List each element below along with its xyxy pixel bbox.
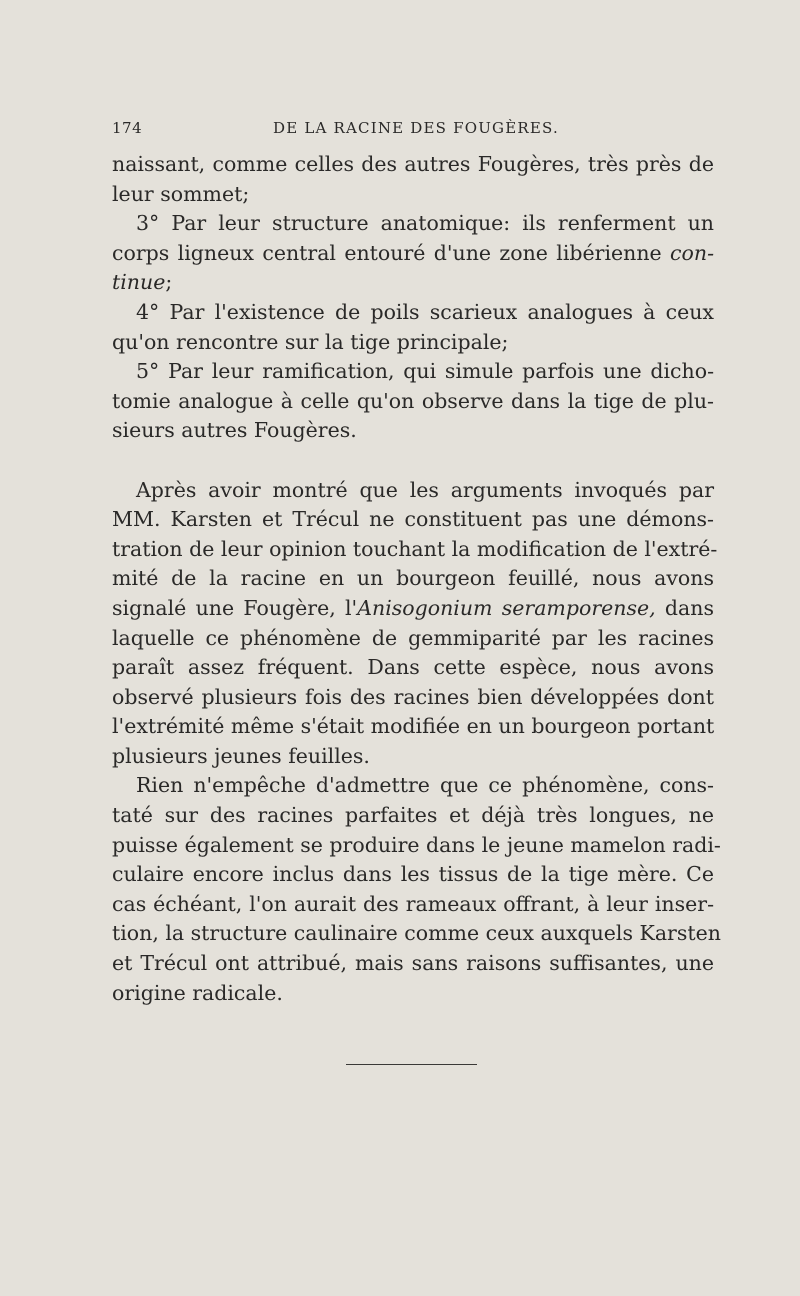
text-segment: dans (655, 595, 714, 620)
species-name: Anisogonium seramporense, (357, 595, 656, 620)
text-line: observé plusieurs fois des racines bien développées dont (112, 684, 714, 709)
text-line: leur sommet; (112, 181, 250, 206)
text-line: sieurs autres Fougères. (112, 418, 357, 443)
text-line: et Trécul ont attribué, mais sans raisons suffisantes, une (112, 951, 714, 976)
text-line: naissant, comme celles des autres Fougères, très près de (112, 152, 714, 176)
text-segment: corps ligneux central entouré d'une zone libérienne (112, 240, 671, 265)
body-text (112, 150, 721, 1008)
text-line (112, 268, 714, 298)
text-line: mité de la racine en un bourgeon feuillé, nous avons (112, 566, 714, 591)
text-line: 5° Par leur ramification, qui simule parfois une dicho- (136, 359, 714, 384)
text-line: 4° Par l'existence de poils scarieux analogues à ceux (136, 299, 714, 324)
text-line: Après avoir montré que les arguments invoqués par (136, 477, 714, 502)
text-line: 3° Par leur structure anatomique: ils renferment un (136, 211, 714, 236)
text-line: MM. Karsten et Trécul ne constituent pas une démons- (112, 507, 714, 532)
italic-segment: tinue (112, 270, 166, 295)
text-segment: signalé une Fougère, (112, 595, 345, 620)
running-title: DE LA RACINE DES FOUGÈRES. (273, 119, 559, 137)
text-line: puisse également se produire dans le jeune mamelon radi- (112, 832, 721, 857)
text-line: tration de leur opinion touchant la modification de l'extré- (112, 536, 718, 561)
text-line (112, 239, 714, 269)
text-line: cas échéant, l'on aurait des rameaux offrant, à leur inser- (112, 891, 714, 916)
section-end-rule (346, 1064, 477, 1065)
text-line: laquelle ce phénomène de gemmiparité par les racines (112, 625, 714, 650)
text-segment: ; (165, 270, 173, 295)
text-line: Rien n'empêche d'admettre que ce phénomène, cons- (136, 773, 714, 798)
text-line: origine radicale. (112, 980, 283, 1005)
paragraph-gap (112, 446, 714, 476)
text-line: tion, la structure caulinaire comme ceux auxquels Karsten (112, 921, 721, 946)
text-line: l'extrémité même s'était modifiée en un bourgeon portant (112, 714, 715, 739)
italic-segment: con- (670, 240, 714, 265)
text-line: culaire encore inclus dans les tissus de la tige mère. Ce (112, 862, 714, 887)
running-head (112, 119, 712, 143)
text-line: qu'on rencontre sur la tige principale; (112, 329, 509, 354)
text-line: plusieurs jeunes feuilles. (112, 743, 370, 768)
text-line: tomie analogue à celle qu'on observe dans la tige de plu- (112, 388, 714, 413)
text-line: taté sur des racines parfaites et déjà très longues, ne (112, 803, 714, 828)
text-line (112, 594, 714, 624)
page-number: 174 (112, 119, 143, 137)
text-line: paraît assez fréquent. Dans cette espèce, nous avons (112, 655, 714, 680)
text-segment: l' (345, 595, 358, 620)
